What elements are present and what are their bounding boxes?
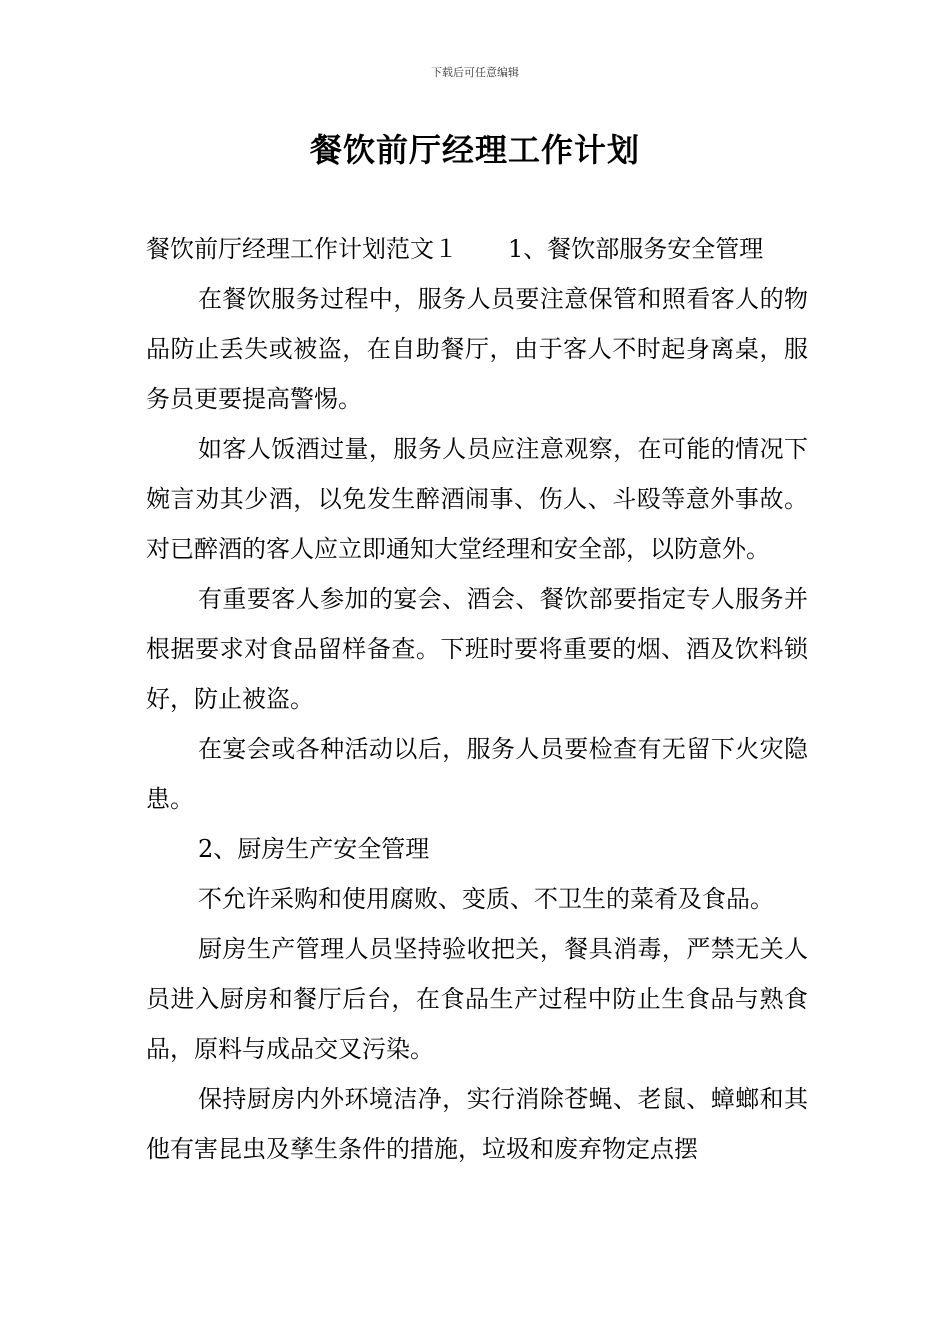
paragraph: 如客人饭酒过量，服务人员应注意观察，在可能的情况下婉言劝其少酒，以免发生醉酒闹事、伤人、斗殴等意外事故。对已醉酒的客人应立即通知大堂经理和安全部，以防意外。	[146, 435, 808, 563]
section-heading-2: 2、厨房生产安全管理	[198, 835, 430, 863]
paragraph: 在宴会或各种活动以后，服务人员要检查有无留下火灾隐患。	[146, 735, 808, 813]
section-heading-1: 1、餐饮部服务安全管理	[508, 235, 764, 263]
lead-line	[146, 224, 808, 274]
paragraph: 有重要客人参加的宴会、酒会、餐饮部要指定专人服务并根据要求对食品留样备查。下班时要将重要的烟、酒及饮料锁好，防止被盗。	[146, 585, 808, 713]
paragraph: 在餐饮服务过程中，服务人员要注意保管和照看客人的物品防止丢失或被盗，在自助餐厅，由于客人不时起身离桌，服务员更要提高警惕。	[146, 285, 808, 413]
document-name: 餐饮前厅经理工作计划范文１	[146, 235, 458, 263]
paragraph: 不允许采购和使用腐败、变质、不卫生的菜肴及食品。	[198, 885, 774, 913]
document-body	[146, 224, 808, 1174]
paragraph: 厨房生产管理人员坚持验收把关，餐具消毒，严禁无关人员进入厨房和餐厅后台，在食品生产过程中防止生食品与熟食品，原料与成品交叉污染。	[146, 935, 808, 1063]
header-note: 下载后可任意编辑	[431, 66, 519, 79]
paragraph: 保持厨房内外环境洁净，实行消除苍蝇、老鼠、蟑螂和其他有害昆虫及孳生条件的措施，垃圾和废弃物定点摆	[146, 1085, 808, 1163]
document-title: 餐饮前厅经理工作计划	[309, 131, 640, 169]
